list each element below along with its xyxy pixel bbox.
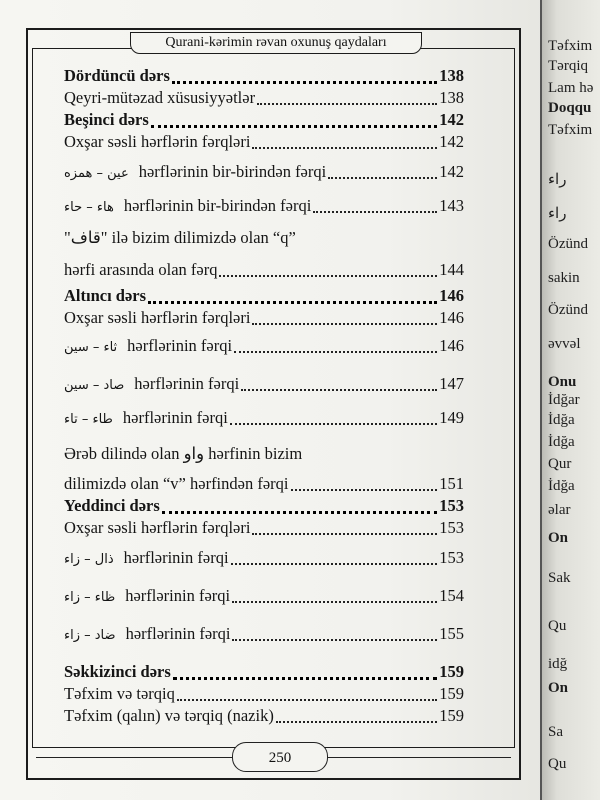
right-page-text-fragment: Tərqiq: [548, 58, 588, 74]
toc-entry-title: Yeddinci dərs: [64, 496, 160, 515]
toc-leader-dots: [313, 199, 437, 213]
toc-leader-dots: [232, 627, 437, 641]
toc-entry-page: 154: [439, 586, 464, 605]
toc-entry: [64, 706, 464, 726]
toc-entry-title: hərflərinin bir-birindən fərqi: [123, 196, 312, 215]
right-page-text-fragment: راء: [548, 206, 567, 222]
right-page-text-fragment: əvvəl: [548, 336, 581, 352]
toc-entry-page: 153: [439, 518, 464, 537]
toc-entry-page: 138: [439, 88, 464, 107]
toc-entry-title: Səkkizinci dərs: [64, 662, 171, 681]
toc-entry: [64, 228, 464, 248]
toc-entry-title: Oxşar səsli hərflərin fərqləri: [64, 308, 251, 327]
toc-entry: [64, 684, 464, 704]
right-page-text-fragment: Qu: [548, 618, 567, 634]
toc-entry-title: "قاف" ilə bizim dilimizdə olan “q”: [64, 228, 296, 247]
toc-entry-arabic: ضاد – زاء: [64, 628, 116, 643]
toc-leader-dots: [234, 339, 437, 353]
toc-entry: [64, 474, 464, 494]
right-page-text-fragment: On: [548, 680, 569, 696]
toc-entry-title: hərflərinin fərqi: [122, 408, 228, 427]
toc-entry-page: 153: [439, 496, 464, 515]
toc-entry: [64, 110, 464, 130]
right-page-text-fragment: idğ: [548, 656, 568, 672]
toc-entry-title: Altıncı dərs: [64, 286, 147, 305]
book-page-right-edge: [540, 0, 600, 800]
toc-leader-dots: [148, 289, 437, 304]
toc-entry: [64, 260, 464, 280]
toc-entry-page: 151: [439, 474, 464, 493]
toc-entry-title: Qeyri-mütəzad xüsusiyyətlər: [64, 88, 256, 107]
toc-entry-title: Oxşar səsli hərflərin fərqləri: [64, 132, 251, 151]
right-page-text-fragment: Doqqu: [548, 100, 592, 116]
right-page-text-fragment: راء: [548, 172, 567, 188]
toc-entry: [64, 662, 464, 682]
toc-entry-title: dilimizdə olan “v” hərfindən fərqi: [64, 474, 289, 493]
right-page-text-fragment: On: [548, 530, 569, 546]
toc-entry-page: 142: [439, 162, 464, 181]
toc-entry-arabic: ذال – زاء: [64, 552, 114, 567]
right-page-text-fragment: İdğa: [548, 412, 575, 428]
toc-entry-arabic: صاد – سين: [64, 378, 125, 393]
toc-entry: [64, 162, 464, 182]
right-page-text-fragment: Qur: [548, 456, 572, 472]
right-page-text-fragment: Özünd: [548, 302, 588, 318]
toc-entry-page: 159: [439, 684, 464, 703]
toc-entry-title: Oxşar səsli hərflərin fərqləri: [64, 518, 251, 537]
toc-leader-dots: [291, 477, 438, 491]
toc-entry-arabic: ظاء – زاء: [64, 590, 116, 605]
toc-leader-dots: [328, 165, 437, 179]
right-page-text-fragment: İdğa: [548, 434, 575, 450]
toc-entry: [64, 286, 464, 306]
toc-entry-title: hərflərinin fərqi: [125, 624, 231, 643]
toc-leader-dots: [257, 91, 437, 105]
right-page-text-fragment: İdğar: [548, 392, 580, 408]
page-number: 250: [232, 742, 328, 772]
toc-leader-dots: [241, 377, 437, 391]
toc-entry-title: Dördüncü dərs: [64, 66, 170, 85]
toc-leader-dots: [276, 709, 437, 723]
toc-entry-page: 159: [439, 662, 464, 681]
toc-entry-title: hərfi arasında olan fərq: [64, 260, 218, 279]
toc-entry-page: 146: [439, 308, 464, 327]
toc-entry: [64, 496, 464, 516]
toc-entry: [64, 624, 464, 644]
toc-entry: [64, 548, 464, 568]
toc-entry-page: 142: [439, 110, 464, 129]
toc-entry-arabic: عين – همزه: [64, 166, 129, 181]
right-page-text-fragment: Qu: [548, 756, 567, 772]
toc-entry-page: 149: [439, 408, 464, 427]
right-page-text-fragment: Təfxim: [548, 122, 593, 138]
toc-entry: [64, 518, 464, 538]
right-page-text-fragment: Sa: [548, 724, 563, 740]
toc-leader-dots: [252, 135, 437, 149]
toc-entry-page: 143: [439, 196, 464, 215]
toc-entry-title: Təfxim (qalın) və tərqiq (nazik): [64, 706, 274, 725]
right-page-text-fragment: İdğa: [548, 478, 575, 494]
toc-leader-dots: [177, 687, 437, 701]
toc-leader-dots: [230, 411, 437, 425]
toc-entry-page: 144: [439, 260, 464, 279]
toc-entry-title: hərflərinin fərqi: [123, 548, 229, 567]
toc-leader-dots: [231, 551, 438, 565]
right-page-text-fragment: Təfxim: [548, 38, 593, 54]
toc-entry-title: hərflərinin fərqi: [127, 336, 233, 355]
toc-entry-page: 142: [439, 132, 464, 151]
right-page-text-fragment: Lam hə: [548, 80, 594, 96]
toc-leader-dots: [232, 589, 437, 603]
toc-entry: [64, 444, 464, 464]
toc-entry-page: 138: [439, 66, 464, 85]
toc-entry-arabic: طاء – تاء: [64, 412, 113, 427]
right-page-text-fragment: əlar: [548, 502, 571, 518]
toc-leader-dots: [162, 499, 437, 514]
running-header: Qurani-kərimin rəvan oxunuş qaydaları: [130, 32, 422, 54]
toc-entry: [64, 308, 464, 328]
toc-leader-dots: [173, 665, 437, 680]
toc-entry-title: hərflərinin fərqi: [125, 586, 231, 605]
right-page-text-fragment: sakin: [548, 270, 580, 286]
toc-entry: [64, 66, 464, 86]
right-page-text-fragment: Onu: [548, 374, 577, 390]
toc-entry-title: Beşinci dərs: [64, 110, 149, 129]
toc-entry-page: 155: [439, 624, 464, 643]
toc-leader-dots: [219, 263, 437, 277]
toc-entry-page: 147: [439, 374, 464, 393]
toc-entry-page: 153: [439, 548, 464, 567]
toc-entry-page: 146: [439, 336, 464, 355]
toc-entry-title: hərflərinin fərqi: [134, 374, 240, 393]
right-page-text-fragment: Sak: [548, 570, 571, 586]
toc-leader-dots: [252, 521, 437, 535]
toc-entry: [64, 132, 464, 152]
toc-leader-dots: [172, 69, 437, 84]
toc-entry: [64, 196, 464, 216]
toc-entry: [64, 374, 464, 394]
toc-entry-arabic: هاء – حاء: [64, 200, 114, 215]
toc-entry: [64, 88, 464, 108]
right-page-text-fragment: Özünd: [548, 236, 588, 252]
toc-entry-page: 159: [439, 706, 464, 725]
toc-entry-title: Ərəb dilində olan واو hərfinin bizim: [64, 444, 303, 463]
toc-leader-dots: [151, 113, 437, 128]
toc-entry-page: 146: [439, 286, 464, 305]
toc-entry: [64, 586, 464, 606]
toc-entry-arabic: ثاء – سين: [64, 340, 118, 355]
toc-entry-title: hərflərinin bir-birindən fərqi: [138, 162, 327, 181]
toc-leader-dots: [252, 311, 437, 325]
toc-entry-title: Təfxim və tərqiq: [64, 684, 175, 703]
toc-entry: [64, 408, 464, 428]
toc-entry: [64, 336, 464, 356]
